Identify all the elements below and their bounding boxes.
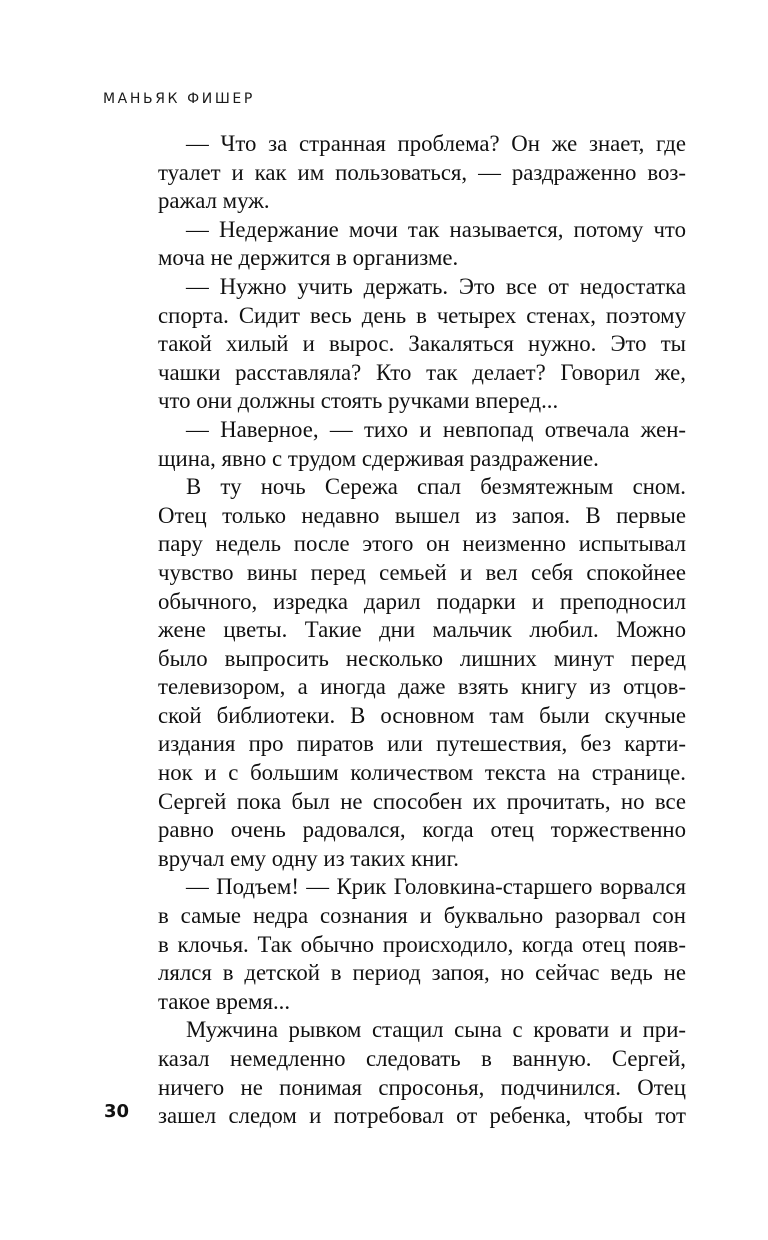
text-line: зашел следом и потребовал от ребенка, чтобы тот bbox=[158, 1103, 686, 1129]
text-line: такое время... bbox=[158, 988, 291, 1014]
text-line: такой хилый и вырос. Закаляться нужно. Это ты bbox=[158, 331, 686, 357]
text-line: щина, явно с трудом сдерживая раздражение. bbox=[158, 445, 599, 471]
text-line: ской библиотеки. В основном там были скучные bbox=[158, 702, 686, 728]
text-line: в самые недра сознания и буквально разорвал сон bbox=[158, 903, 686, 929]
text-line: нок и с большим количеством текста на странице. bbox=[158, 760, 686, 786]
text-line: Сергей пока был не способен их прочитать, но все bbox=[158, 788, 686, 814]
text-line: телевизором, а иногда даже взять книгу из отцов- bbox=[158, 674, 686, 700]
text-line: Отец только недавно вышел из запоя. В первые bbox=[158, 502, 686, 528]
text-line: вручал ему одну из таких книг. bbox=[158, 845, 459, 871]
text-line: спорта. Сидит весь день в четырех стенах, поэтому bbox=[158, 302, 686, 328]
text-line: что они должны стоять ручками вперед... bbox=[158, 388, 559, 414]
page-number: 30 bbox=[104, 1101, 130, 1122]
text-line: обычного, изредка дарил подарки и преподносил bbox=[158, 588, 686, 614]
running-head: МАНЬЯК ФИШЕР bbox=[103, 91, 255, 107]
text-line: моча не держится в организме. bbox=[158, 245, 459, 271]
text-line: в клочья. Так обычно происходило, когда отец появ- bbox=[158, 931, 686, 957]
text-line: — Подъем! — Крик Головкина-старшего ворвался bbox=[186, 874, 686, 900]
text-line: туалет и как им пользоваться, — раздраженно воз- bbox=[158, 159, 686, 185]
text-line: издания про пиратов или путешествия, без карти- bbox=[158, 731, 686, 757]
text-line: ражал муж. bbox=[158, 188, 270, 214]
text-line: В ту ночь Сережа спал безмятежным сном. bbox=[186, 474, 686, 500]
text-line: было выпросить несколько лишних минут перед bbox=[158, 645, 686, 671]
text-line: чашки расставляла? Кто так делает? Говорил же, bbox=[158, 359, 686, 385]
text-line: — Что за странная проблема? Он же знает, где bbox=[186, 131, 686, 156]
text-line: — Недержание мочи так называется, потому что bbox=[186, 216, 686, 242]
body-text bbox=[158, 130, 686, 1131]
text-line: — Наверное, — тихо и невпопад отвечала жен- bbox=[186, 416, 686, 442]
text-line: пару недель после этого он неизменно испытывал bbox=[158, 531, 686, 557]
text-line: Мужчина рывком стащил сына с кровати и при- bbox=[186, 1017, 686, 1043]
text-line: жене цветы. Такие дни мальчик любил. Можно bbox=[158, 617, 686, 643]
text-line: казал немедленно следовать в ванную. Сергей, bbox=[158, 1046, 686, 1071]
text-line: — Нужно учить держать. Это все от недостатка bbox=[186, 273, 686, 299]
text-line: чувство вины перед семьей и вел себя спокойнее bbox=[158, 559, 686, 585]
text-line: ничего не понимая спросонья, подчинился. Отец bbox=[158, 1074, 686, 1100]
text-line: лялся в детской в период запоя, но сейчас ведь не bbox=[158, 960, 686, 986]
text-line: равно очень радовался, когда отец торжественно bbox=[158, 817, 686, 843]
